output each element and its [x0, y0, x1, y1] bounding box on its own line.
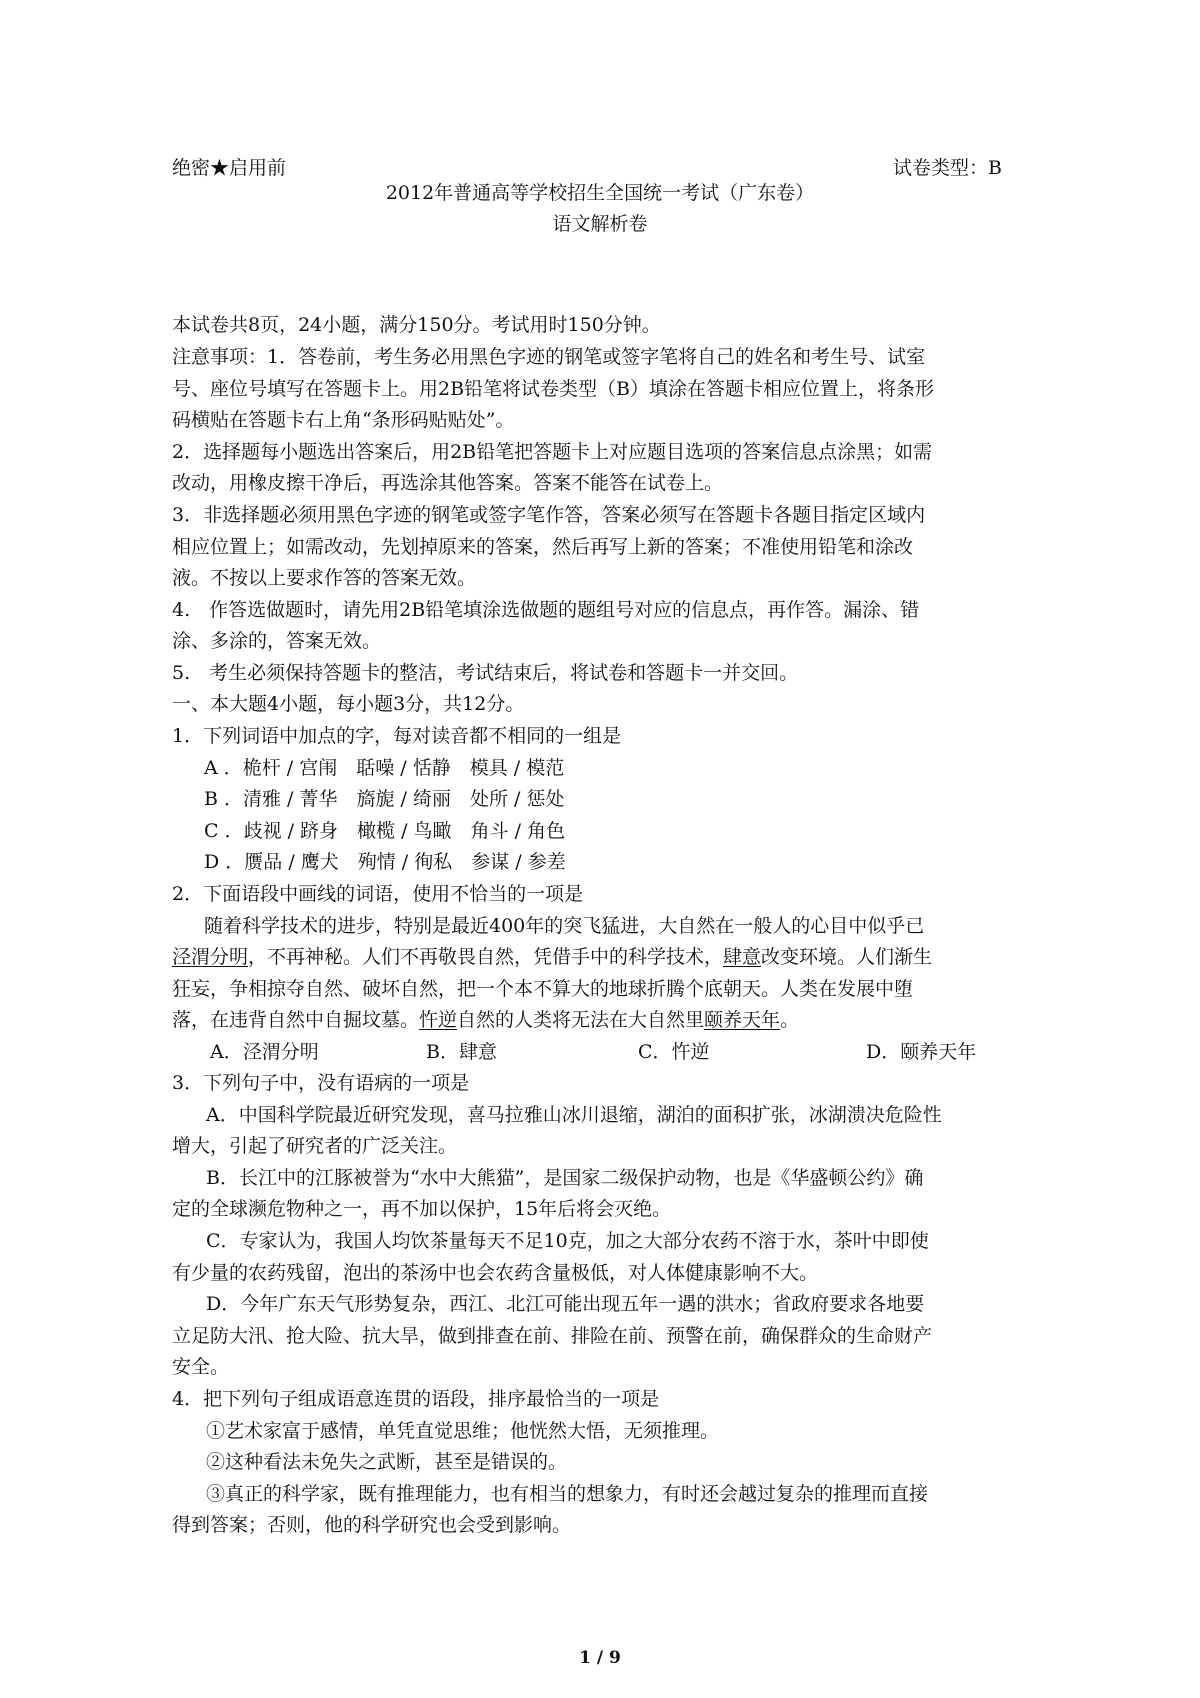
note-3-line-3: 液。不按以上要求作答的答案无效。: [172, 567, 477, 589]
note-5-line: 5. 考生必须保持答题卡的整洁，考试结束后，将试卷和答题卡一并交回。: [172, 662, 799, 684]
question-2-option-b: B．肆意: [426, 1041, 497, 1063]
passage-text: 。: [780, 1009, 800, 1031]
note-2-line-2: 改动，用橡皮擦干净后，再选涂其他答案。答案不能答在试卷上。: [172, 472, 724, 494]
question-3-option-d-line-2: 立足防大汛、抢大险、抗大旱，做到排查在前、排险在前、预警在前，确保群众的生命财产: [172, 1325, 933, 1347]
note-1-line-2: 号、座位号填写在答题卡上。用2B铅笔将试卷类型（B）填涂在答题卡相应位置上，将条形: [172, 378, 935, 400]
underlined-term: 颐养天年: [704, 1009, 781, 1031]
note-4-line-1: 4. 作答选做题时，请先用2B铅笔填涂选做题的题组号对应的信息点，再作答。漏涂、错: [172, 599, 920, 621]
note-1-line-1: 注意事项：1．答卷前，考生务必用黑色字迹的钢笔或签字笔将自己的姓名和考生号、试室: [172, 346, 926, 368]
question-3-option-d-line-3: 安全。: [172, 1356, 230, 1378]
question-2-passage-line-1: 随着科学技术的进步，特别是最近400年的突飞猛进，大自然在一般人的心目中似乎已: [204, 915, 925, 937]
question-4-sentence-2: ②这种看法未免失之武断，甚至是错误的。: [206, 1451, 568, 1473]
question-3-option-c-line-2: 有少量的农药残留，泡出的茶汤中也会农药含量极低，对人体健康影响不大。: [172, 1262, 819, 1284]
page-number: 1 / 9: [579, 1648, 621, 1668]
note-3-line-2: 相应位置上；如需改动，先划掉原来的答案，然后再写上新的答案；不准使用铅笔和涂改: [172, 536, 914, 558]
intro-line: 本试卷共8页，24小题，满分150分。考试用时150分钟。: [172, 314, 661, 336]
question-1-option-d: D ．赝品 / 鹰犬 殉情 / 徇私 参谋 / 参差: [204, 851, 566, 873]
passage-text: ，不再神秘。人们不再敬畏自然，凭借手中的科学技术，: [248, 946, 724, 968]
note-3-line-1: 3．非选择题必须用黑色字迹的钢笔或签字笔作答，答案必须写在答题卡各题目指定区域内: [172, 504, 926, 526]
passage-text: 自然的人类将无法在大自然里: [457, 1009, 705, 1031]
question-3-option-b-line-2: 定的全球濒危物种之一，再不加以保护，15年后将会灭绝。: [172, 1198, 672, 1220]
question-3-stem: 3．下列句子中，没有语病的一项是: [172, 1072, 470, 1094]
question-2-passage-line-4: [172, 1011, 799, 1030]
question-2-option-a: A．泾渭分明: [210, 1041, 319, 1063]
underlined-term: 肆意: [723, 946, 762, 968]
question-2-option-d: D．颐养天年: [866, 1041, 977, 1063]
question-1-stem: 1．下列词语中加点的字，每对读音都不相同的一组是: [172, 725, 622, 747]
question-3-option-c-line-1: C．专家认为，我国人均饮茶量每天不足10克，加之大部分农药不溶于水，茶叶中即使: [206, 1230, 929, 1252]
question-3-option-a-line-1: A．中国科学院最近研究发现，喜马拉雅山冰川退缩，湖泊的面积扩张，冰湖溃决危险性: [206, 1104, 942, 1126]
note-2-line-1: 2．选择题每小题选出答案后，用2B铅笔把答题卡上对应题目选项的答案信息点涂黑；如需: [172, 441, 933, 463]
question-2-passage-line-2: [172, 948, 932, 967]
question-1-option-b: B ．清雅 / 菁华 旖旎 / 绮丽 处所 / 惩处: [204, 788, 565, 810]
question-2-option-c: C．忤逆: [638, 1041, 710, 1063]
exam-subtitle: 语文解析卷: [552, 213, 648, 235]
question-4-stem: 4．把下列句子组成语意连贯的语段，排序最恰当的一项是: [172, 1388, 660, 1410]
exam-title: 2012年普通高等学校招生全国统一考试（广东卷）: [385, 182, 815, 204]
question-3-option-d-line-1: D．今年广东天气形势复杂，西江、北江可能出现五年一遇的洪水；省政府要求各地要: [206, 1293, 925, 1315]
confidential-label: 绝密★启用前: [172, 157, 287, 179]
question-4-sentence-1: ①艺术家富于感情，单凭直觉思维；他恍然大悟，无须推理。: [206, 1420, 720, 1442]
question-4-sentence-3-line-2: 得到答案；否则，他的科学研究也会受到影响。: [172, 1514, 572, 1536]
passage-text: 改变环境。人们渐生: [761, 946, 933, 968]
question-1-option-c: C ．歧视 / 跻身 橄榄 / 鸟瞰 角斗 / 角色: [204, 820, 566, 842]
section-1-heading: 一、本大题4小题，每小题3分，共12分。: [172, 693, 525, 715]
note-4-line-2: 涂、多涂的，答案无效。: [172, 630, 382, 652]
underlined-term: 忤逆: [419, 1009, 458, 1031]
question-3-option-a-line-2: 增大，引起了研究者的广泛关注。: [172, 1135, 458, 1157]
underlined-term: 泾渭分明: [172, 946, 249, 968]
passage-text: 落，在违背自然中自掘坟墓。: [172, 1009, 420, 1031]
question-2-passage-line-3: 狂妄，争相掠夺自然、破坏自然，把一个本不算大的地球折腾个底朝天。人类在发展中堕: [172, 978, 914, 1000]
note-1-line-3: 码横贴在答题卡右上角“条形码贴贴处”。: [172, 409, 515, 431]
question-2-stem: 2．下面语段中画线的词语，使用不恰当的一项是: [172, 883, 584, 905]
question-1-option-a: A ．桅杆 / 宫闱 聒噪 / 恬静 模具 / 模范: [204, 757, 565, 779]
question-4-sentence-3-line-1: ③真正的科学家，既有推理能力，也有相当的想象力，有时还会越过复杂的推理而直接: [206, 1483, 929, 1505]
header-row: [172, 153, 1002, 180]
paper-type-label: 试卷类型：B: [893, 157, 1002, 179]
question-3-option-b-line-1: B．长江中的江豚被誉为“水中大熊猫”，是国家二级保护动物，也是《华盛顿公约》确: [206, 1167, 924, 1189]
